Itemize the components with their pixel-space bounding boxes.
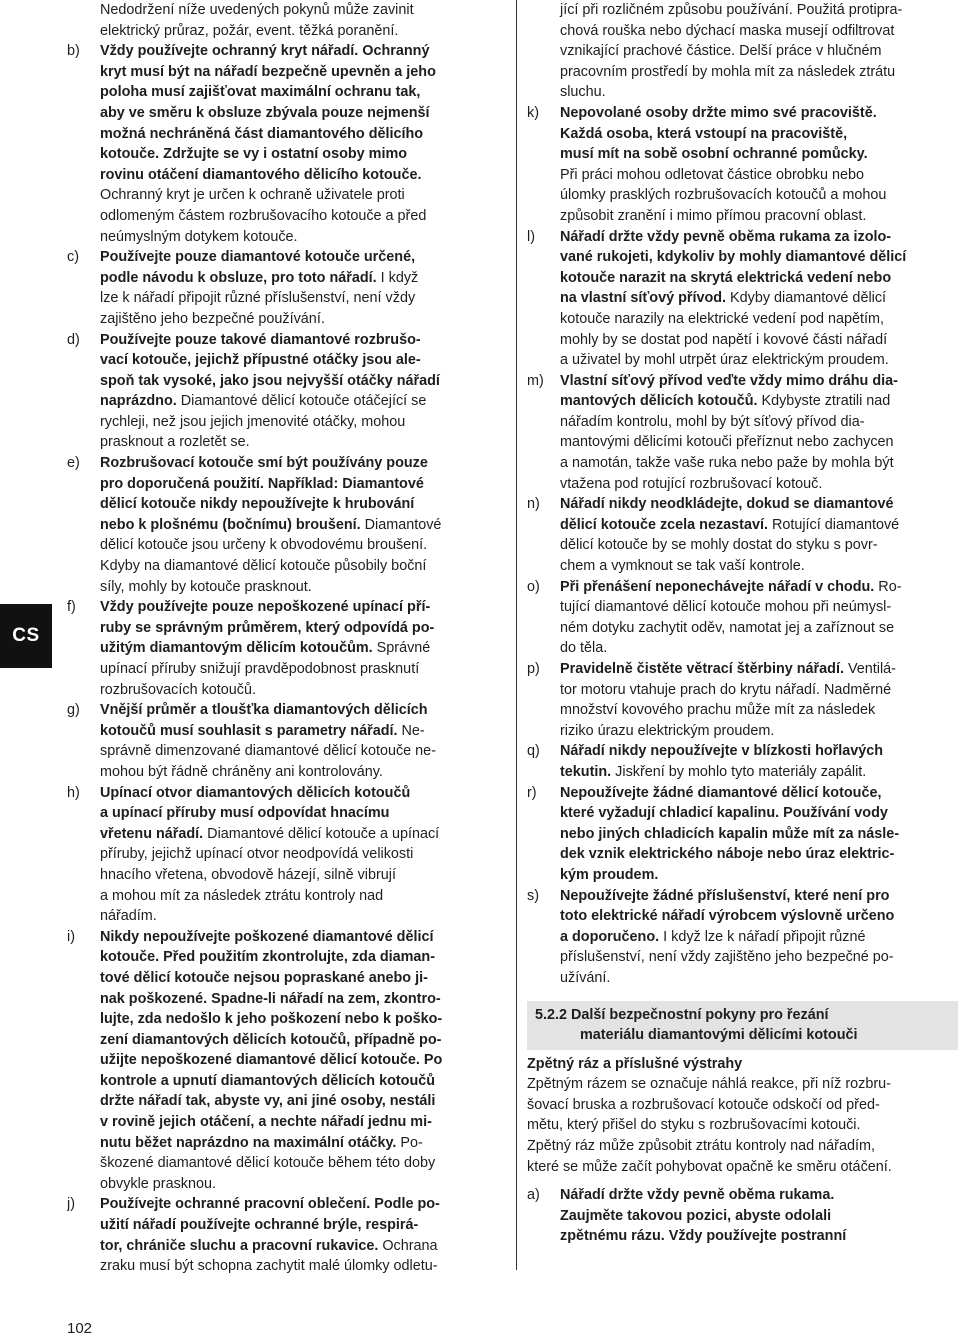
text-line <box>527 432 958 453</box>
bold-text: Vnější průměr a tloušťka diamantových dělicích <box>100 702 428 719</box>
text-line <box>67 989 501 1010</box>
paragraph-line: Zpětný ráz může způsobit ztrátu kontroly nad nářadím, <box>527 1138 875 1155</box>
text-line <box>527 412 958 433</box>
text-line <box>67 1050 501 1071</box>
body-text: chem a vymknout se tak vaší kontrole. <box>560 558 805 575</box>
bold-text: Nářadí nikdy neodkládejte, dokud se diamantové <box>560 496 894 513</box>
body-text: Rotující diamantové <box>767 516 900 533</box>
text-line <box>67 1236 501 1257</box>
text-line <box>527 391 958 412</box>
item-marker: o) <box>527 578 540 595</box>
item-marker: h) <box>67 784 80 801</box>
text-line <box>527 844 958 865</box>
body-text: ném dotyku zachytit oděv, namotat jej a zaříznout se <box>560 619 895 636</box>
text-line <box>527 494 958 515</box>
bold-text: kotoučů musí souhlasit s parametry nářadí. <box>100 722 398 739</box>
body-text: síly, mohly by kotouče prasknout. <box>100 578 312 595</box>
text-line <box>527 721 958 742</box>
body-text: mantovými dělicími kotouči přeříznut nebo zachycen <box>560 434 894 451</box>
text-line <box>527 927 958 948</box>
bold-text: kontrole a upnutí diamantových dělicích kotoučů <box>100 1072 436 1089</box>
text-line <box>67 0 501 21</box>
right-column <box>527 0 958 1247</box>
text-line <box>527 680 958 701</box>
text-line <box>527 803 958 824</box>
bold-text: vací kotouče, jejichž přípustné otáčky jsou ale- <box>100 352 421 369</box>
body-text: neúmyslným dotykem kotouče. <box>100 228 298 245</box>
text-line <box>67 1215 501 1236</box>
bold-text: podle návodu k obsluze, pro toto nářadí. <box>100 269 377 286</box>
bold-text: musí mít na sobě osobní ochranné pomůcky. <box>560 146 868 163</box>
bold-text: kotouče. Před použitím zkontrolujte, zda diaman- <box>100 949 436 966</box>
text-line <box>527 577 958 598</box>
text-line <box>67 309 501 330</box>
body-text: sluchu. <box>560 84 606 101</box>
text-line <box>67 659 501 680</box>
item-marker: r) <box>527 784 537 801</box>
body-text: upínací příruby snižují pravděpodobnost prasknutí <box>100 661 420 677</box>
bold-text: nebo jiných chladicích kapalin může mít za násle- <box>560 825 900 842</box>
body-text: Ochranný kryt je určen k ochraně uživatele proti <box>100 187 405 204</box>
text-line <box>67 783 501 804</box>
body-text: vznikající prachové částice. Delší práce v hlučném <box>560 43 882 60</box>
text-line <box>67 1133 501 1154</box>
body-text: Po- <box>396 1134 423 1151</box>
left-column <box>67 0 501 1277</box>
text-line <box>527 144 958 165</box>
text-line <box>527 309 958 330</box>
bold-text: Nepoužívejte žádné příslušenství, které není pro <box>560 887 890 904</box>
text-line <box>67 865 501 886</box>
bold-text: Používejte ochranné pracovní oblečení. Podle po- <box>100 1196 440 1213</box>
text-line <box>527 700 958 721</box>
text-line <box>67 844 501 865</box>
text-line <box>67 803 501 824</box>
text-line <box>67 288 501 309</box>
body-text: dělicí kotouče jsou určeny k obvodovému broušení. <box>100 537 428 554</box>
body-text: zajištěno jeho bezpečné používání. <box>100 310 325 327</box>
text-line <box>67 1194 501 1215</box>
body-text: zraku musí být schopna zachytit malé úlomky odletu- <box>100 1258 438 1275</box>
body-text: příslušenství, není vždy zajištěno jeho bezpečné po- <box>560 949 894 966</box>
body-text: riziko úrazu elektrickým proudem. <box>560 722 775 739</box>
text-line <box>527 597 958 618</box>
item-marker: c) <box>67 249 79 266</box>
text-line <box>527 0 958 21</box>
bold-text: užitým diamantovým dělicím kotoučům. <box>100 640 373 657</box>
bold-text: kým proudem. <box>560 866 659 883</box>
body-text: elektrický průraz, požár, event. těžká poranění. <box>100 22 399 39</box>
bold-text: Vždy používejte pouze nepoškozené upínací pří- <box>100 599 431 616</box>
text-line <box>67 721 501 742</box>
bold-text: užijte nepoškozené diamantové dělicí kotouče. Po <box>100 1052 443 1069</box>
kickback-paragraph <box>527 1074 958 1177</box>
text-line <box>527 474 958 495</box>
text-line <box>67 124 501 145</box>
body-text: tor motoru vtahuje prach do krytu nářadí. Nadměrné <box>560 681 892 698</box>
text-line <box>67 371 501 392</box>
body-text: rychleji, než jsou jejich jmenovité otáčky, mohou <box>100 413 406 430</box>
bold-text: Rozbrušovací kotouče smí být používány pouze <box>100 455 428 472</box>
item-marker: s) <box>527 887 539 904</box>
text-line <box>67 741 501 762</box>
text-line <box>67 185 501 206</box>
bold-text: poloha musí zajišťovat maximální ochranu tak, <box>100 84 421 101</box>
text-line <box>527 535 958 556</box>
item-marker: k) <box>527 104 539 121</box>
bold-text: lujte, zda nedošlo k jeho poškození nebo k poško- <box>100 1011 443 1028</box>
bold-text: Vlastní síťový přívod veďte vždy mimo dráhu dia- <box>560 372 898 389</box>
text-line <box>67 165 501 186</box>
bold-text: Používejte pouze takové diamantové rozbrušo- <box>100 331 421 348</box>
body-text: nářadím. <box>100 908 157 925</box>
text-line <box>67 432 501 453</box>
section-heading-line-2: materiálu diamantovými dělicími kotouči <box>580 1027 858 1044</box>
bold-text: Nářadí držte vždy pevně oběma rukama. <box>560 1187 835 1204</box>
text-line <box>527 515 958 536</box>
bold-text: Upínací otvor diamantových dělicích kotoučů <box>100 784 411 801</box>
body-text: Kdyby diamantové dělicí <box>726 290 887 307</box>
text-line <box>527 185 958 206</box>
text-line <box>527 21 958 42</box>
bold-text: Každá osoba, která vstoupí na pracoviště, <box>560 125 848 142</box>
bold-text: naprázdno. <box>100 393 177 410</box>
text-line <box>67 762 501 783</box>
body-text: správně dimenzované diamantové dělicí kotouče ne- <box>100 743 436 760</box>
column-divider <box>516 0 517 1270</box>
item-marker: n) <box>527 496 540 513</box>
bold-text: v rovině jejich otáčení, a nechte nářadí jednu mi- <box>100 1114 432 1131</box>
text-line <box>67 1071 501 1092</box>
body-text: chová rouška nebo dýchací maska musejí odfiltrovat <box>560 22 895 39</box>
text-line <box>527 247 958 268</box>
bold-text: spoň tak vysoké, jako jsou nejvyšší otáčky nářadí <box>100 372 440 389</box>
bold-text: vané rukojeti, kdykoliv by mohly diamantové dělicí <box>560 249 907 266</box>
text-line <box>67 597 501 618</box>
text-line <box>67 618 501 639</box>
bold-text: nutu běžet naprázdno na maximální otáčky. <box>100 1134 397 1151</box>
body-text: a mohou mít za následek ztrátu kontroly nad <box>100 887 384 904</box>
body-text: způsobit zranění i mimo přímou pracovní oblast. <box>560 207 867 224</box>
bold-text: toto elektrické nářadí výrobcem výslovně určeno <box>560 908 895 925</box>
item-marker: p) <box>527 661 540 677</box>
text-line <box>67 680 501 701</box>
bold-text: držte nářadí tak, abyste vy, ani jiné osoby, nestáli <box>100 1093 436 1110</box>
text-line <box>67 412 501 433</box>
bold-text: aby ve směru k obsluze zbývala pouze nejmenší <box>100 104 430 121</box>
text-line <box>527 1206 958 1227</box>
text-line <box>527 124 958 145</box>
bold-text: a upínací příruby musí odpovídat hnacímu <box>100 805 390 822</box>
text-line <box>527 886 958 907</box>
page-number: 102 <box>67 1320 93 1337</box>
paragraph-line: mětu, který přišel do styku s rozbrušovacími kotouči. <box>527 1117 861 1134</box>
text-line <box>67 21 501 42</box>
text-line <box>527 41 958 62</box>
text-line <box>527 371 958 392</box>
body-text: mohou být řádně chráněny ani kontrolovány. <box>100 763 383 780</box>
bold-text: nak poškozené. Spadne-li nářadí na zem, zkontro- <box>100 990 441 1007</box>
body-text: do těla. <box>560 640 608 657</box>
text-line <box>67 330 501 351</box>
text-line <box>527 783 958 804</box>
bold-text: možná nechráněná část diamantového dělicího <box>100 125 424 142</box>
item-marker: b) <box>67 43 80 60</box>
text-line <box>527 947 958 968</box>
body-text: Kdyby na diamantové dělicí kotouče působily boční <box>100 558 427 575</box>
bold-text: Nářadí nikdy nepoužívejte v blízkosti hořlavých <box>560 743 884 760</box>
bold-text: užití nářadí používejte ochranné brýle, respirá- <box>100 1217 419 1234</box>
text-line <box>527 453 958 474</box>
paragraph-line: Zpětným rázem se označuje náhlá reakce, při níž rozbru- <box>527 1076 891 1093</box>
bold-text: Zaujměte takovou pozici, abyste odolali <box>560 1207 832 1224</box>
text-line <box>67 350 501 371</box>
bold-text: a doporučeno. <box>560 928 660 945</box>
bold-text: kotouče narazit na skrytá elektrická vedení nebo <box>560 269 892 286</box>
body-text: škozené diamantové dělicí kotouče během této doby <box>100 1155 436 1172</box>
bold-text: vřetenu nářadí. <box>100 825 204 842</box>
body-text: užívání. <box>560 969 611 986</box>
text-line <box>67 1153 501 1174</box>
text-line <box>67 515 501 536</box>
bold-text: na vlastní síťový přívod. <box>560 290 727 307</box>
item-marker: e) <box>67 455 80 472</box>
text-line <box>527 288 958 309</box>
text-line <box>527 741 958 762</box>
bold-text: kotouče. Zdržujte se vy i ostatní osoby mimo <box>100 146 408 163</box>
text-line <box>67 1009 501 1030</box>
body-text: Diamantové <box>360 516 442 533</box>
text-line <box>67 1091 501 1112</box>
body-text: Ventilá- <box>843 661 896 677</box>
text-line <box>527 968 958 989</box>
body-text: lze k nářadí připojit různé příslušenství, není vždy <box>100 290 416 307</box>
text-line <box>527 350 958 371</box>
paragraph-line: které se může začít pohybovat opačně ke směru otáčení. <box>527 1158 892 1175</box>
body-text: Diamantové dělicí kotouče otáčející se <box>176 393 427 410</box>
body-text: obvykle prasknou. <box>100 1175 216 1192</box>
bold-text: pro doporučená použití. Například: Diamantové <box>100 475 424 492</box>
text-line <box>67 556 501 577</box>
body-text: množství kovového prachu může mít za následek <box>560 702 876 719</box>
section-heading-line-1: 5.2.2 Další bezpečnostní pokyny pro řezání <box>535 1006 829 1023</box>
body-text: Ne- <box>397 722 425 739</box>
text-line <box>67 927 501 948</box>
text-line <box>67 638 501 659</box>
body-text: vtažena pod rotující rozbrušovací kotouč. <box>560 475 823 492</box>
text-line <box>67 103 501 124</box>
text-line <box>527 268 958 289</box>
text-line <box>67 947 501 968</box>
text-line <box>527 227 958 248</box>
body-text: úlomky prasklých rozbrušovacích kotoučů a mohou <box>560 187 887 204</box>
text-line <box>67 206 501 227</box>
bold-text: tekutin. <box>560 763 612 780</box>
bold-text: Při přenášení neponechávejte nářadí v chodu. <box>560 578 875 595</box>
text-line <box>67 906 501 927</box>
body-text: Ro- <box>874 578 902 595</box>
item-marker: d) <box>67 331 80 348</box>
body-text: a uživatel by mohl utrpět úraz elektrickým proudem. <box>560 352 889 369</box>
text-line <box>67 886 501 907</box>
bold-text: tové dělicí kotouče nejsou popraskané anebo ji- <box>100 969 428 986</box>
body-text: jící při rozličném způsobu používání. Použitá protipra- <box>560 2 903 18</box>
text-line <box>527 906 958 927</box>
body-text: Při práci mohou odletovat částice obrobku nebo <box>560 166 864 183</box>
text-line <box>527 62 958 83</box>
text-line <box>527 824 958 845</box>
body-text: dělicí kotouče by se mohly dostat do styku s povr- <box>560 537 878 554</box>
text-line <box>527 1226 958 1247</box>
text-line <box>67 1030 501 1051</box>
text-line <box>67 700 501 721</box>
bold-text: zpětnému rázu. Vždy používejte postranní <box>560 1228 847 1245</box>
bold-text: Nepoužívejte žádné diamantové dělicí kotouče, <box>560 784 882 801</box>
body-text: I když lze k nářadí připojit různé <box>659 928 866 945</box>
body-text: pracovním prostředí by mohla mít za následek ztrátu <box>560 63 896 80</box>
body-text: Ochrana <box>378 1237 438 1254</box>
text-line <box>67 1256 501 1277</box>
body-text: Diamantové dělicí kotouče a upínací <box>203 825 440 842</box>
text-line <box>527 556 958 577</box>
body-text: tující diamantové dělicí kotouče mohou při neúmysl- <box>560 599 892 616</box>
text-line <box>67 968 501 989</box>
bold-text: mantových dělicích kotoučů. <box>560 393 758 410</box>
item-marker: q) <box>527 743 540 760</box>
bold-text: Nepovolané osoby držte mimo své pracoviště. <box>560 104 877 121</box>
right-column-bottom-items <box>527 1185 958 1247</box>
text-line <box>67 247 501 268</box>
section-heading <box>527 1001 958 1050</box>
text-line <box>67 1112 501 1133</box>
bold-text: ruby se správným průměrem, který odpovídá po- <box>100 619 435 636</box>
bold-text: tor, chrániče sluchu a pracovní rukavice. <box>100 1237 379 1254</box>
text-line <box>67 268 501 289</box>
item-marker: l) <box>527 228 535 245</box>
body-text: prasknout a rozletět se. <box>100 434 250 451</box>
text-line <box>67 577 501 598</box>
bold-text: zení diamantových dělicích kotoučů, případně po- <box>100 1031 442 1048</box>
right-column-items <box>527 0 958 989</box>
body-text: Správné <box>372 640 431 657</box>
paragraph-line: šovací bruska a rozbrušovací kotouče odskočí od před- <box>527 1096 880 1113</box>
bold-text: Nikdy nepoužívejte poškozené diamantové dělicí <box>100 928 434 945</box>
body-text: Jiskření by mohlo tyto materiály zapálit. <box>611 763 867 780</box>
text-line <box>527 865 958 886</box>
text-line <box>67 144 501 165</box>
text-line <box>527 1185 958 1206</box>
text-line <box>67 1174 501 1195</box>
body-text: Nedodržení níže uvedených pokynů může zavinit <box>100 2 414 18</box>
bold-text: kryt musí být na nářadí bezpečně upevněn a jeho <box>100 63 436 80</box>
text-line <box>67 82 501 103</box>
text-line <box>67 453 501 474</box>
bold-text: dek vznik elektrického náboje nebo úraz elektric- <box>560 846 895 863</box>
item-marker: m) <box>527 372 544 389</box>
text-line <box>527 206 958 227</box>
body-text: nářadím kontrolu, mohl by být síťový přívod dia- <box>560 413 865 430</box>
text-line <box>527 618 958 639</box>
body-text: hnacího vřetena, obvodově házejí, silně vibrují <box>100 866 396 883</box>
text-line <box>527 165 958 186</box>
bold-text: nebo k plošnému (bočnímu) broušení. <box>100 516 361 533</box>
subheading: Zpětný ráz a příslušné výstrahy <box>527 1055 743 1072</box>
item-marker: a) <box>527 1187 540 1204</box>
text-line <box>527 659 958 680</box>
item-marker: j) <box>67 1196 75 1213</box>
item-marker: f) <box>67 599 76 616</box>
bold-text: Používejte pouze diamantové kotouče určené, <box>100 249 416 266</box>
body-text: I když <box>376 269 419 286</box>
text-line <box>67 824 501 845</box>
text-line <box>527 82 958 103</box>
bold-text: dělicí kotouče zcela nezastaví. <box>560 516 768 533</box>
body-text: Kdybyste ztratili nad <box>757 393 891 410</box>
language-tab: CS <box>0 604 52 668</box>
body-text: odlomeným částem rozbrušovacího kotouče a před <box>100 207 427 224</box>
text-line <box>67 474 501 495</box>
text-line <box>527 330 958 351</box>
text-line <box>67 535 501 556</box>
body-text: příruby, jejichž upínací otvor neodpovídá velikosti <box>100 846 414 863</box>
text-line <box>527 638 958 659</box>
bold-text: Nářadí držte vždy pevně oběma rukama za izolo- <box>560 228 892 245</box>
text-line <box>527 762 958 783</box>
text-line <box>527 103 958 124</box>
body-text: a namotán, takže vaše ruka nebo paže by mohla být <box>560 455 894 472</box>
bold-text: Vždy používejte ochranný kryt nářadí. Ochranný <box>100 43 430 60</box>
bold-text: rovinu otáčení diamantového dělicího kotouče. <box>100 166 422 183</box>
bold-text: které vyžadují chladicí kapalinu. Používání vody <box>560 805 888 822</box>
text-line <box>67 62 501 83</box>
bold-text: dělicí kotouče nikdy nepoužívejte k hrubování <box>100 496 415 513</box>
text-line <box>67 391 501 412</box>
text-line <box>67 227 501 248</box>
body-text: mohly by se dostat pod napětí i kovové části nářadí <box>560 331 888 348</box>
body-text: kotouče narazily na elektrické vedení pod napětím, <box>560 310 884 327</box>
text-line <box>67 494 501 515</box>
text-line <box>67 41 501 62</box>
item-marker: i) <box>67 928 75 945</box>
item-marker: g) <box>67 702 80 719</box>
bold-text: Pravidelně čistěte větrací štěrbiny nářadí. <box>560 661 844 677</box>
body-text: rozbrušovacích kotoučů. <box>100 681 256 698</box>
